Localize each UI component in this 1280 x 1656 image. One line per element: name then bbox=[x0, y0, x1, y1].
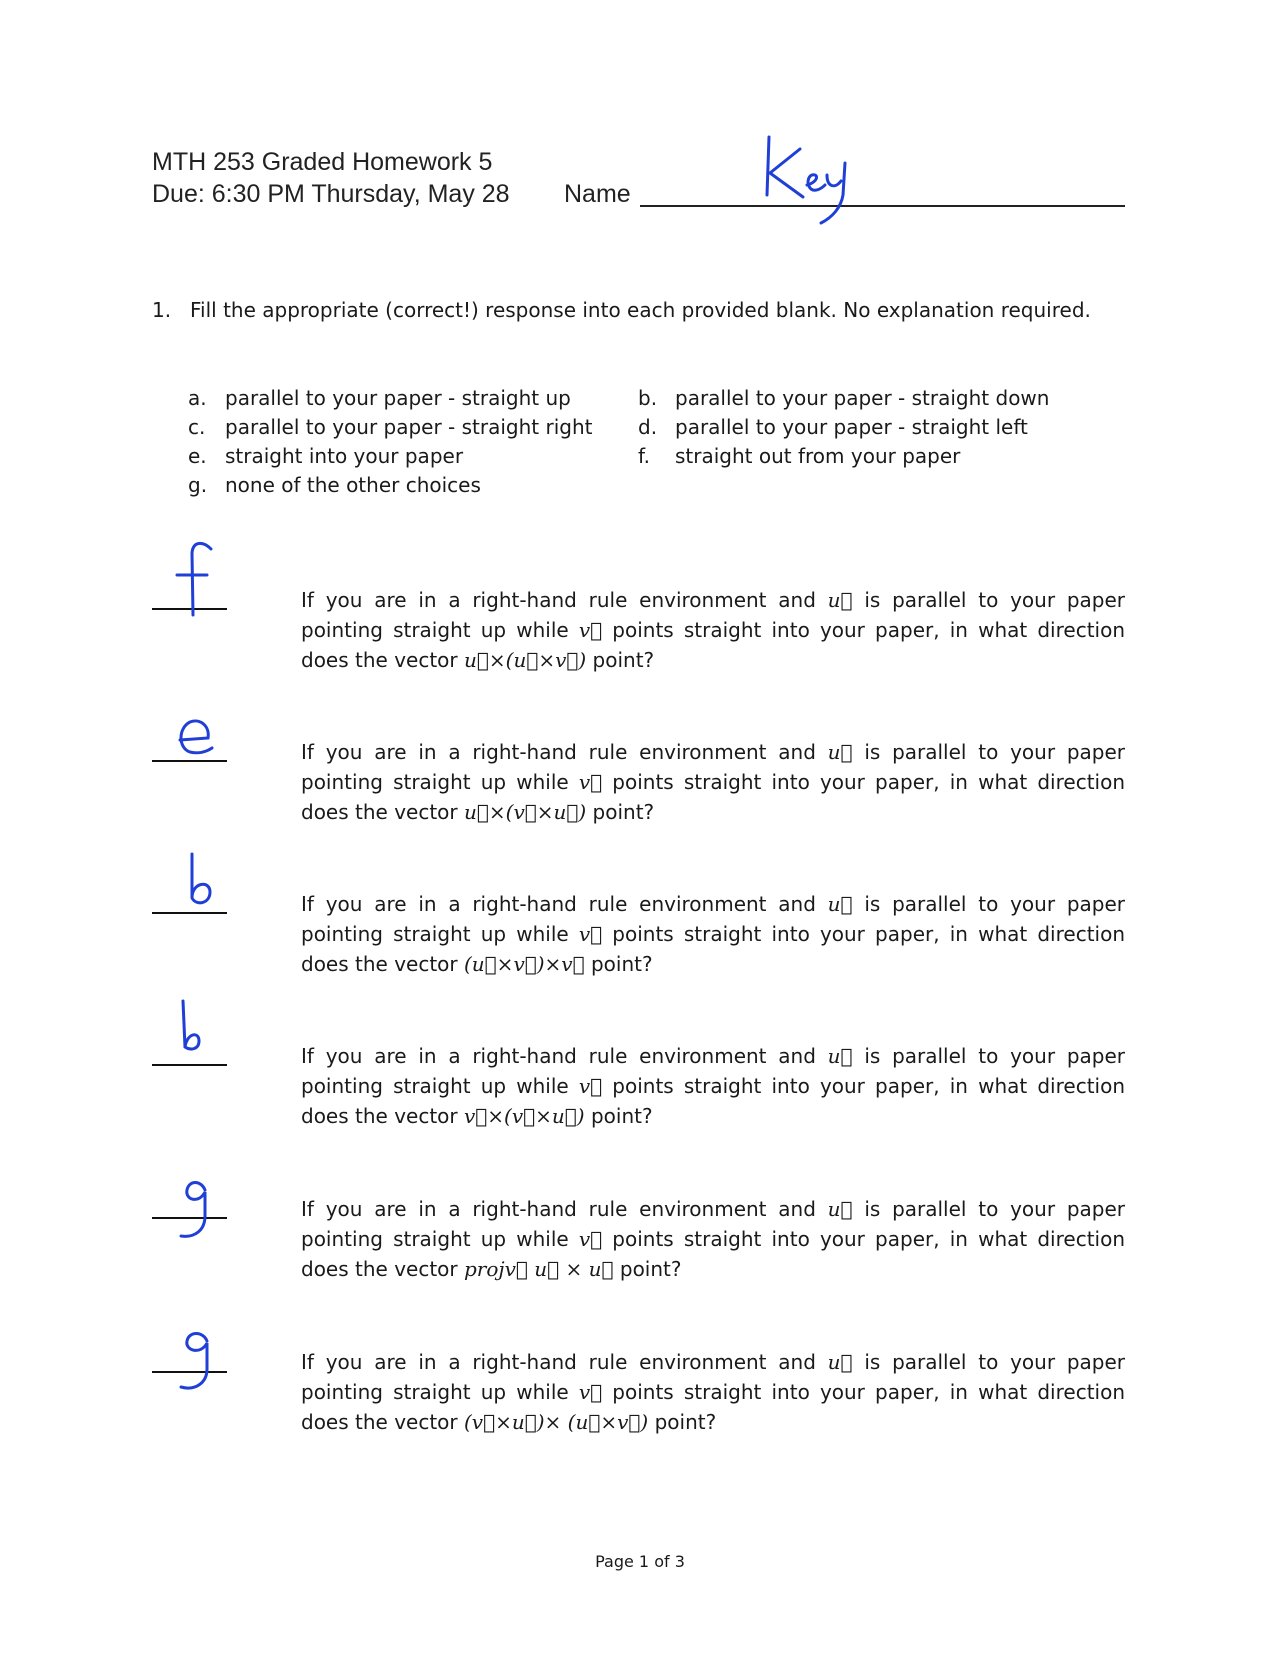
answer-g-handwriting bbox=[165, 1325, 235, 1405]
choice-text: none of the other choices bbox=[225, 473, 481, 497]
question-text: points straight into your paper, in what direction does the vector bbox=[301, 618, 1126, 672]
problem-instruction-text: Fill the appropriate (correct!) response into each provided blank. No explanation required. bbox=[190, 298, 1091, 322]
choice-c bbox=[188, 415, 593, 439]
course-title: MTH 253 Graded Homework 5 bbox=[152, 148, 493, 176]
choice-d bbox=[638, 415, 1028, 439]
vector-v: v⃗ bbox=[578, 922, 603, 946]
question-text: If you are in a right-hand rule environment and bbox=[301, 588, 816, 612]
question-text: is parallel to your paper pointing straight up while bbox=[301, 1044, 1125, 1098]
question-text: point? bbox=[654, 1410, 717, 1434]
name-label: Name bbox=[564, 180, 631, 208]
question-text: is parallel to your paper pointing straight up while bbox=[301, 1197, 1125, 1251]
question-text: If you are in a right-hand rule environment and bbox=[301, 1197, 816, 1221]
vector-u: u⃗ bbox=[827, 1197, 853, 1221]
vector-v: v⃗ bbox=[578, 770, 603, 794]
choice-text: parallel to your paper - straight right bbox=[225, 415, 593, 439]
choice-letter: d. bbox=[638, 415, 658, 439]
vector-expression: u⃗×(u⃗×v⃗) bbox=[464, 648, 587, 672]
question-text: If you are in a right-hand rule environment and bbox=[301, 1350, 816, 1374]
vector-u: u⃗ bbox=[827, 588, 853, 612]
problem-instruction bbox=[152, 298, 1091, 322]
question-text: If you are in a right-hand rule environment and bbox=[301, 1044, 816, 1068]
question-1 bbox=[301, 585, 1125, 675]
question-text: If you are in a right-hand rule environment and bbox=[301, 892, 816, 916]
vector-expression: (u⃗×v⃗)×v⃗ bbox=[464, 952, 585, 976]
problem-number: 1. bbox=[152, 298, 172, 322]
question-text: point? bbox=[592, 800, 655, 824]
answer-e-handwriting bbox=[170, 710, 230, 770]
question-text: points straight into your paper, in what direction does the vector bbox=[301, 1074, 1126, 1128]
choice-letter: c. bbox=[188, 415, 206, 439]
due-date: Due: 6:30 PM Thursday, May 28 bbox=[152, 180, 510, 208]
page-number: Page 1 of 3 bbox=[595, 1552, 685, 1571]
choice-g bbox=[188, 473, 481, 497]
vector-expression: v⃗×(v⃗×u⃗) bbox=[464, 1104, 585, 1128]
question-text: is parallel to your paper pointing straight up while bbox=[301, 740, 1125, 794]
choice-e bbox=[188, 444, 463, 468]
question-text: is parallel to your paper pointing straight up while bbox=[301, 892, 1125, 946]
vector-v: v⃗ bbox=[578, 618, 603, 642]
question-text: point? bbox=[590, 952, 653, 976]
question-text: points straight into your paper, in what direction does the vector bbox=[301, 922, 1126, 976]
choice-text: parallel to your paper - straight left bbox=[675, 415, 1028, 439]
question-text: is parallel to your paper pointing straight up while bbox=[301, 588, 1125, 642]
vector-v: v⃗ bbox=[578, 1380, 603, 1404]
vector-expression: projv⃗ u⃗ × u⃗ bbox=[464, 1257, 614, 1281]
choice-letter: a. bbox=[188, 386, 207, 410]
question-text: If you are in a right-hand rule environment and bbox=[301, 740, 816, 764]
vector-expression: u⃗×(v⃗×u⃗) bbox=[464, 800, 587, 824]
vector-u: u⃗ bbox=[827, 892, 853, 916]
vector-u: u⃗ bbox=[827, 1044, 853, 1068]
choice-letter: f. bbox=[638, 444, 650, 468]
vector-u: u⃗ bbox=[827, 740, 853, 764]
vector-u: u⃗ bbox=[827, 1350, 853, 1374]
choice-text: parallel to your paper - straight up bbox=[225, 386, 571, 410]
question-text: point? bbox=[590, 1104, 653, 1128]
vector-v: v⃗ bbox=[578, 1227, 603, 1251]
question-4 bbox=[301, 1041, 1125, 1131]
question-text: points straight into your paper, in what direction does the vector bbox=[301, 1380, 1126, 1434]
answer-b-handwriting bbox=[170, 848, 230, 928]
choice-letter: b. bbox=[638, 386, 658, 410]
choice-letter: e. bbox=[188, 444, 207, 468]
question-text: points straight into your paper, in what direction does the vector bbox=[301, 770, 1126, 824]
name-key-handwriting bbox=[755, 125, 875, 235]
choice-b bbox=[638, 386, 1049, 410]
choice-f bbox=[638, 444, 960, 468]
choice-text: straight into your paper bbox=[225, 444, 464, 468]
question-text: is parallel to your paper pointing straight up while bbox=[301, 1350, 1125, 1404]
choice-text: straight out from your paper bbox=[675, 444, 961, 468]
question-3 bbox=[301, 889, 1125, 979]
question-text: point? bbox=[619, 1257, 682, 1281]
vector-expression: (v⃗×u⃗)× (u⃗×v⃗) bbox=[464, 1410, 649, 1434]
choice-a bbox=[188, 386, 571, 410]
answer-f-handwriting bbox=[165, 535, 225, 625]
answer-b-handwriting bbox=[165, 995, 225, 1075]
vector-v: v⃗ bbox=[578, 1074, 603, 1098]
choice-letter: g. bbox=[188, 473, 208, 497]
choice-text: parallel to your paper - straight down bbox=[675, 386, 1050, 410]
question-2 bbox=[301, 737, 1125, 827]
name-line bbox=[640, 205, 1125, 207]
question-5 bbox=[301, 1194, 1125, 1284]
answer-g-handwriting bbox=[165, 1172, 235, 1252]
question-text: point? bbox=[592, 648, 655, 672]
question-6 bbox=[301, 1347, 1125, 1437]
question-text: points straight into your paper, in what direction does the vector bbox=[301, 1227, 1126, 1281]
